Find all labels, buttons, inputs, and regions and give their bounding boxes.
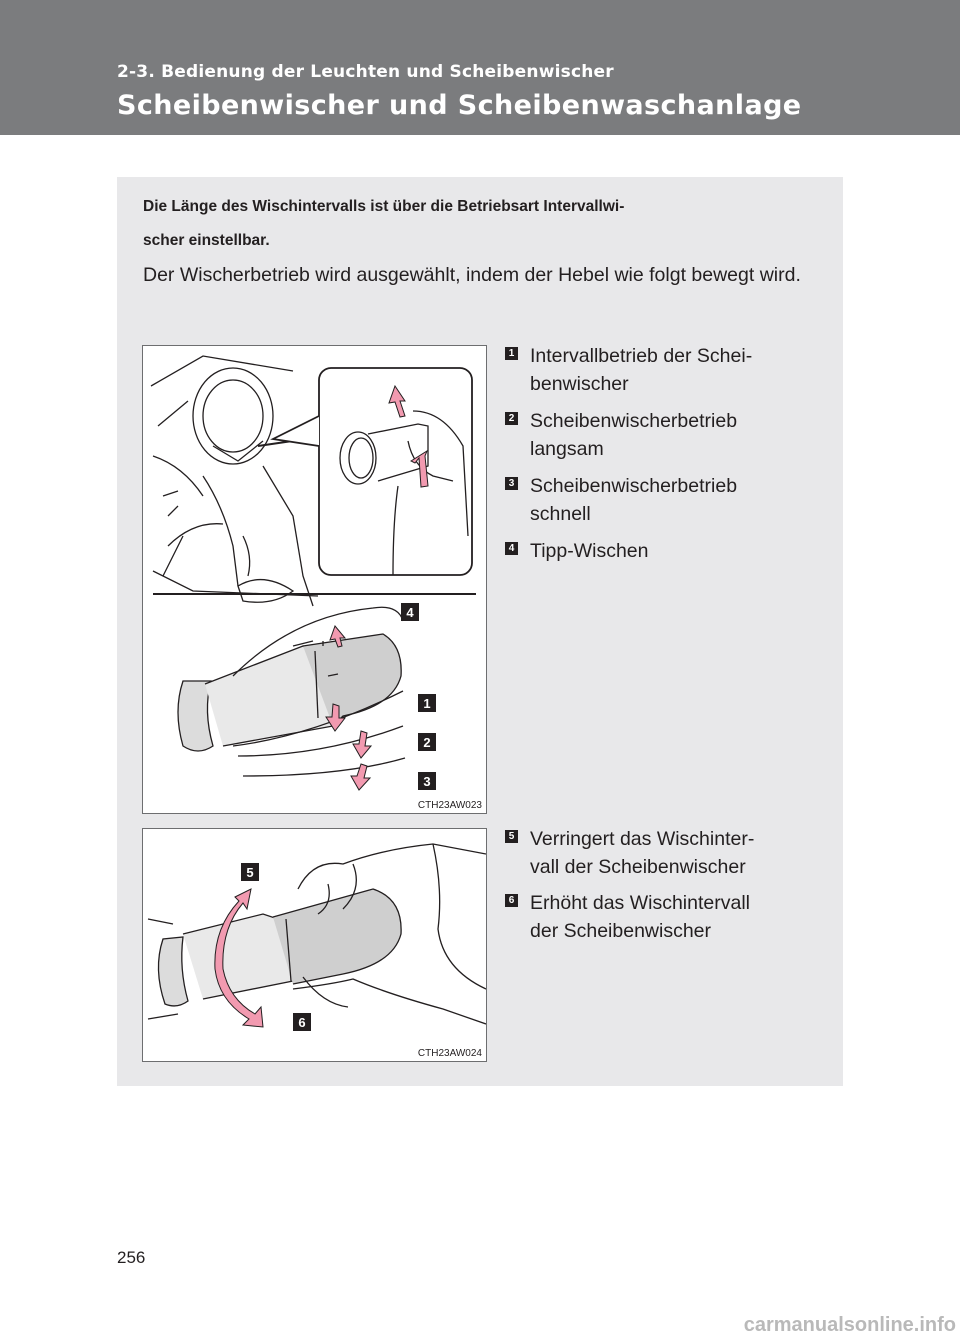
legend-text-line-2: vall der Scheibenwischer <box>530 856 746 878</box>
callout-badge-2: 2 <box>418 733 436 751</box>
legend-text-line-1: Tipp-Wischen <box>530 540 649 562</box>
figure-wiper-lever-positions <box>142 345 487 814</box>
legend-text-line-2: schnell <box>530 503 591 525</box>
legend-item-2 <box>505 404 812 474</box>
legend-item-3 <box>505 469 812 539</box>
legend-text-line-1: Intervallbetrieb der Schei- <box>530 345 753 367</box>
intervall-dial-illustration <box>143 829 486 1061</box>
legend-badge: 3 <box>505 477 518 490</box>
callout-badge-5: 5 <box>241 863 259 881</box>
page-number: 256 <box>117 1248 146 1267</box>
figure-code: CTH23AW023 <box>417 800 482 811</box>
callout-badge-6: 6 <box>293 1013 311 1031</box>
intro-bold-line-2: scher einstellbar. <box>143 232 270 249</box>
legend-text-line-1: Scheibenwischerbetrieb <box>530 410 738 432</box>
legend-text-line-1: Scheibenwischerbetrieb <box>530 475 738 497</box>
legend-text-line-1: Verringert das Wischinter- <box>530 828 755 850</box>
legend-item-6 <box>505 886 812 956</box>
legend-badge: 2 <box>505 412 518 425</box>
legend-text-line-2: langsam <box>530 438 604 460</box>
intro-bold-line-1: Die Länge des Wischintervalls ist über die Betriebsart Intervallwi- <box>143 198 625 215</box>
legend-text-line-2: benwischer <box>530 373 629 395</box>
legend-badge: 1 <box>505 347 518 360</box>
page-title: Scheibenwischer und Scheibenwaschanlage <box>117 90 802 121</box>
legend-badge: 6 <box>505 894 518 907</box>
legend-item-1 <box>505 339 812 409</box>
callout-badge-3: 3 <box>418 772 436 790</box>
watermark: carmanualsonline.info <box>743 1314 956 1336</box>
legend-badge: 4 <box>505 542 518 555</box>
section-label: 2-3. Bedienung der Leuchten und Scheibenwischer <box>117 62 614 82</box>
figure-intervall-dial <box>142 828 487 1062</box>
callout-badge-4: 4 <box>401 603 419 621</box>
callout-badge-1: 1 <box>418 694 436 712</box>
intro-bold-text <box>143 190 813 258</box>
legend-badge: 5 <box>505 830 518 843</box>
figure-code: CTH23AW024 <box>417 1048 482 1059</box>
legend-text-line-2: der Scheibenwischer <box>530 920 712 942</box>
legend-item-5 <box>505 822 812 892</box>
intro-text: Der Wischerbetrieb wird ausgewählt, indem der Hebel wie folgt bewegt wird. <box>143 264 801 286</box>
legend-text-line-1: Erhöht das Wischintervall <box>530 892 751 914</box>
legend-item-4 <box>505 534 812 574</box>
